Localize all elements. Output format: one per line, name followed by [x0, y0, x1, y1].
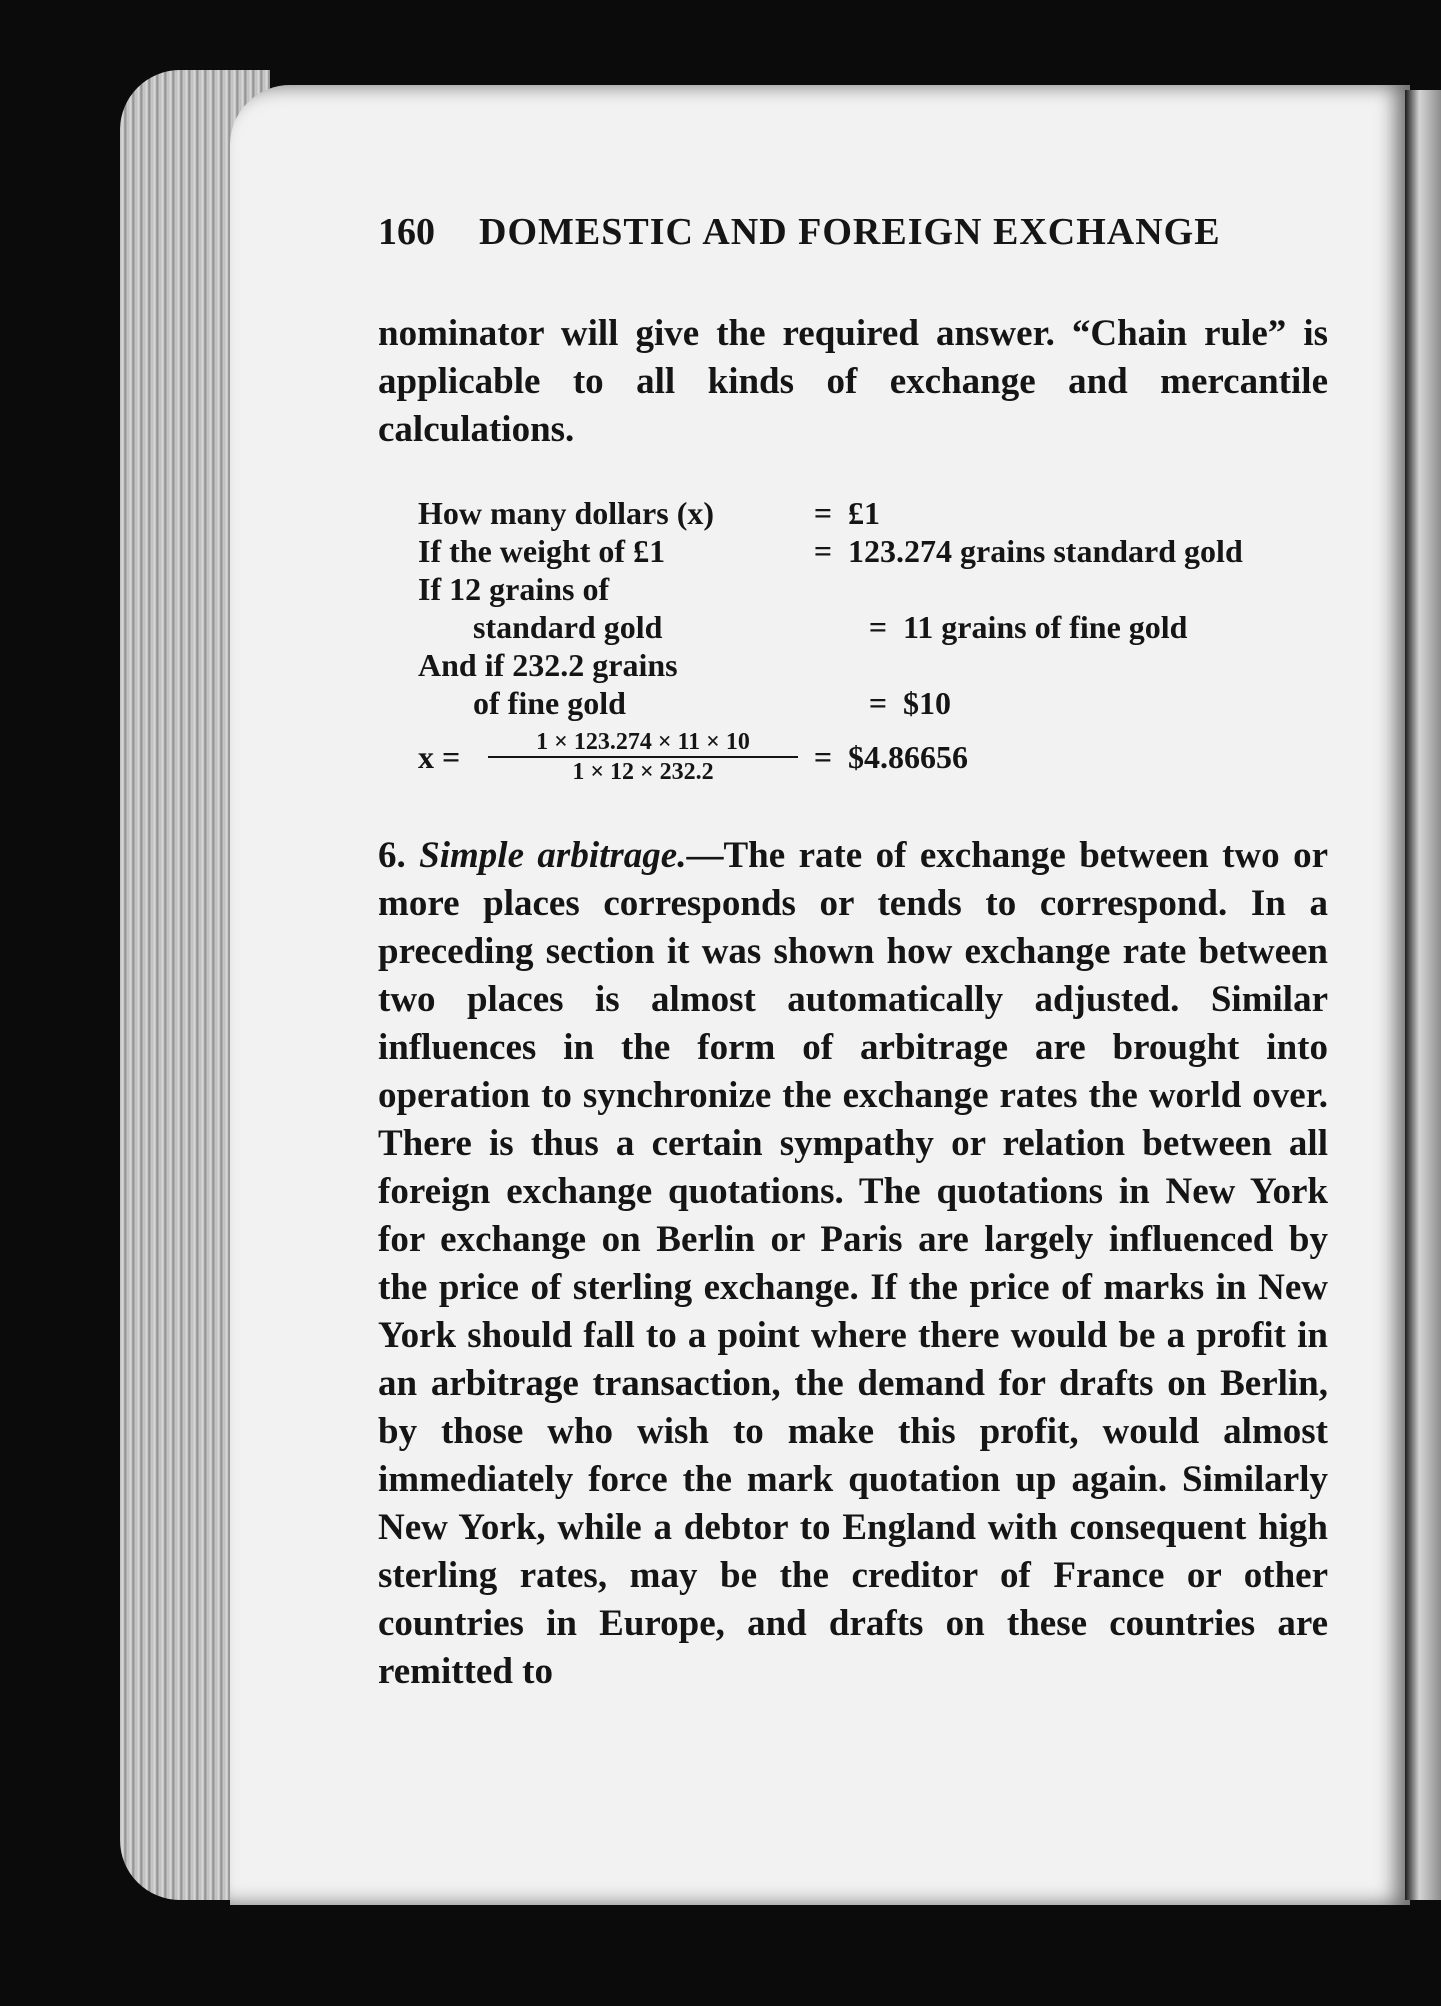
section-number: 6. — [378, 835, 406, 876]
section-text: —The rate of exchange between two or more places corresponds or tends to correspond. In a preceding section it was shown how exchange rate between two places is almost automatically adjusted. Similar influences in the form of arbitrage are brought into operation to synchronize the exchange rates the world over. There is thus a certain sympathy or relation between all foreign exchange quotations. The quotations in New York for exchange on Berlin or Paris are largely influenced by the price of sterling exchange. If the price of marks in New York should fall to a point where there would be a profit in an arbitrage transaction, the demand for drafts on Berlin, by those who wish to make this profit, would almost immediately force the mark quotation up again. Similarly New York, while a debtor to England with consequent high sterling rates, may be the creditor of France or other countries in Europe, and drafts on these countries are remitted to — [378, 835, 1328, 1692]
opening-paragraph: nominator will give the required answer. “Chain rule” is applicable to all kinds of exchange and mercantile calculations. — [378, 313, 1328, 450]
calc-eq — [798, 570, 848, 608]
calc-eq: = — [813, 533, 833, 569]
running-header — [378, 210, 1328, 270]
running-title: DOMESTIC AND FOREIGN EXCHANGE — [479, 211, 1221, 253]
calc-eq — [798, 646, 848, 684]
chain-rule-calculation — [418, 494, 1328, 786]
calc-rhs: £1 — [848, 495, 880, 531]
formula-denominator: 1 × 12 × 232.2 — [572, 759, 714, 785]
calc-row — [418, 494, 1328, 532]
calc-lhs: of fine gold — [473, 685, 626, 721]
calc-row — [418, 532, 1328, 570]
section-paragraph — [378, 832, 1328, 1696]
calc-row — [418, 646, 1328, 684]
calc-eq: = — [868, 609, 888, 645]
formula-numerator: 1 × 123.274 × 11 × 10 — [488, 728, 798, 758]
calc-lhs: If 12 grains of — [418, 571, 610, 607]
calc-lhs: If the weight of £1 — [418, 533, 666, 569]
formula-result: $4.86656 — [848, 739, 968, 775]
calc-row — [418, 684, 1328, 722]
calc-row — [418, 608, 1328, 646]
calc-eq: = — [868, 685, 888, 721]
calc-lhs: standard gold — [473, 609, 663, 645]
formula-fraction — [488, 728, 798, 786]
calc-eq: = — [813, 495, 833, 531]
calc-lhs: How many dollars (x) — [418, 495, 714, 531]
page-content — [378, 210, 1328, 1696]
book-right-edge — [1405, 90, 1441, 1900]
calc-row — [418, 570, 1328, 608]
calc-rhs: 11 grains of fine gold — [903, 609, 1188, 645]
page-number: 160 — [378, 211, 435, 253]
calc-rhs: 123.274 grains standard gold — [848, 533, 1243, 569]
formula-eq: = — [813, 739, 833, 775]
calc-rhs: $10 — [903, 685, 951, 721]
formula-lhs: x = — [418, 739, 461, 775]
calc-lhs: And if 232.2 grains — [418, 647, 678, 683]
result-formula — [418, 728, 1328, 786]
section-title: Simple arbitrage. — [419, 835, 687, 876]
